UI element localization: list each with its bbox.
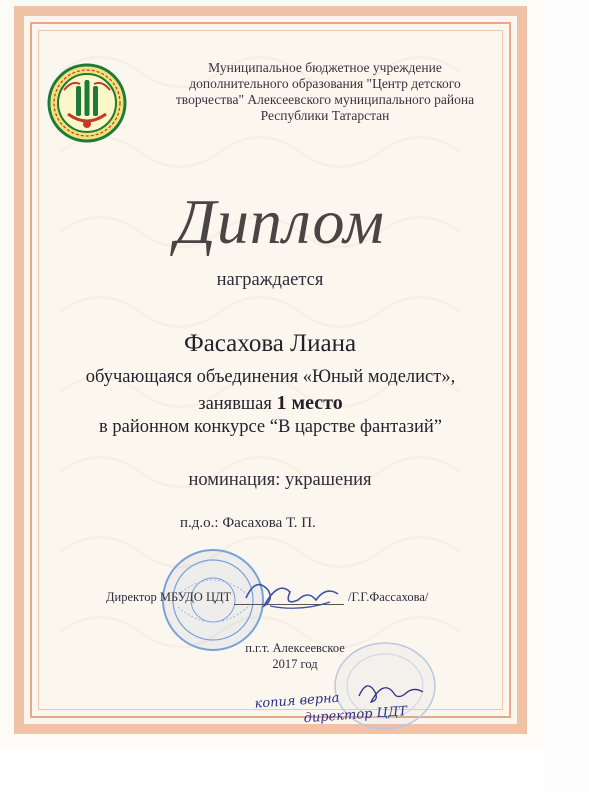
certification-line-2: директор ЦДТ	[303, 704, 408, 727]
diploma-title: Диплом	[175, 186, 385, 257]
student-of-line: обучающаяся объединения «Юный моделист»,	[85, 367, 456, 387]
footer-place	[195, 640, 395, 672]
place-prefix: занявшая	[198, 394, 272, 414]
org-line-1: Муниципальное бюджетное учреждение	[208, 60, 442, 75]
footer-town: п.г.т. Алексеевское	[245, 641, 345, 655]
organization-header	[160, 60, 490, 124]
awarded-label: награждается	[216, 270, 324, 290]
teacher-line: п.д.о.: Фасахова Т. П.	[180, 515, 316, 531]
director-label: Директор МБУДО ЦДТ	[106, 590, 232, 604]
org-line-4: Республики Татарстан	[260, 108, 390, 123]
certification-signature-icon	[355, 676, 435, 706]
signature-icon	[240, 568, 350, 618]
certification-line-1: копия верна	[254, 690, 340, 712]
nomination: номинация: украшения	[188, 470, 372, 490]
director-name: /Г.Г.Фассахова/	[348, 590, 429, 604]
footer-year: 2017 год	[272, 657, 318, 671]
place-line	[40, 392, 501, 415]
place-value: 1 место	[276, 392, 343, 414]
org-line-2: дополнительного образования "Центр детского	[189, 76, 461, 91]
contest-line: в районном конкурсе “В царстве фантазий”	[99, 417, 442, 437]
recipient-name: Фасахова Лиана	[183, 330, 357, 357]
center-emblem-icon	[46, 62, 128, 144]
org-line-3: творчества" Алексеевского муниципального района	[175, 92, 475, 107]
page-edge	[545, 0, 589, 792]
